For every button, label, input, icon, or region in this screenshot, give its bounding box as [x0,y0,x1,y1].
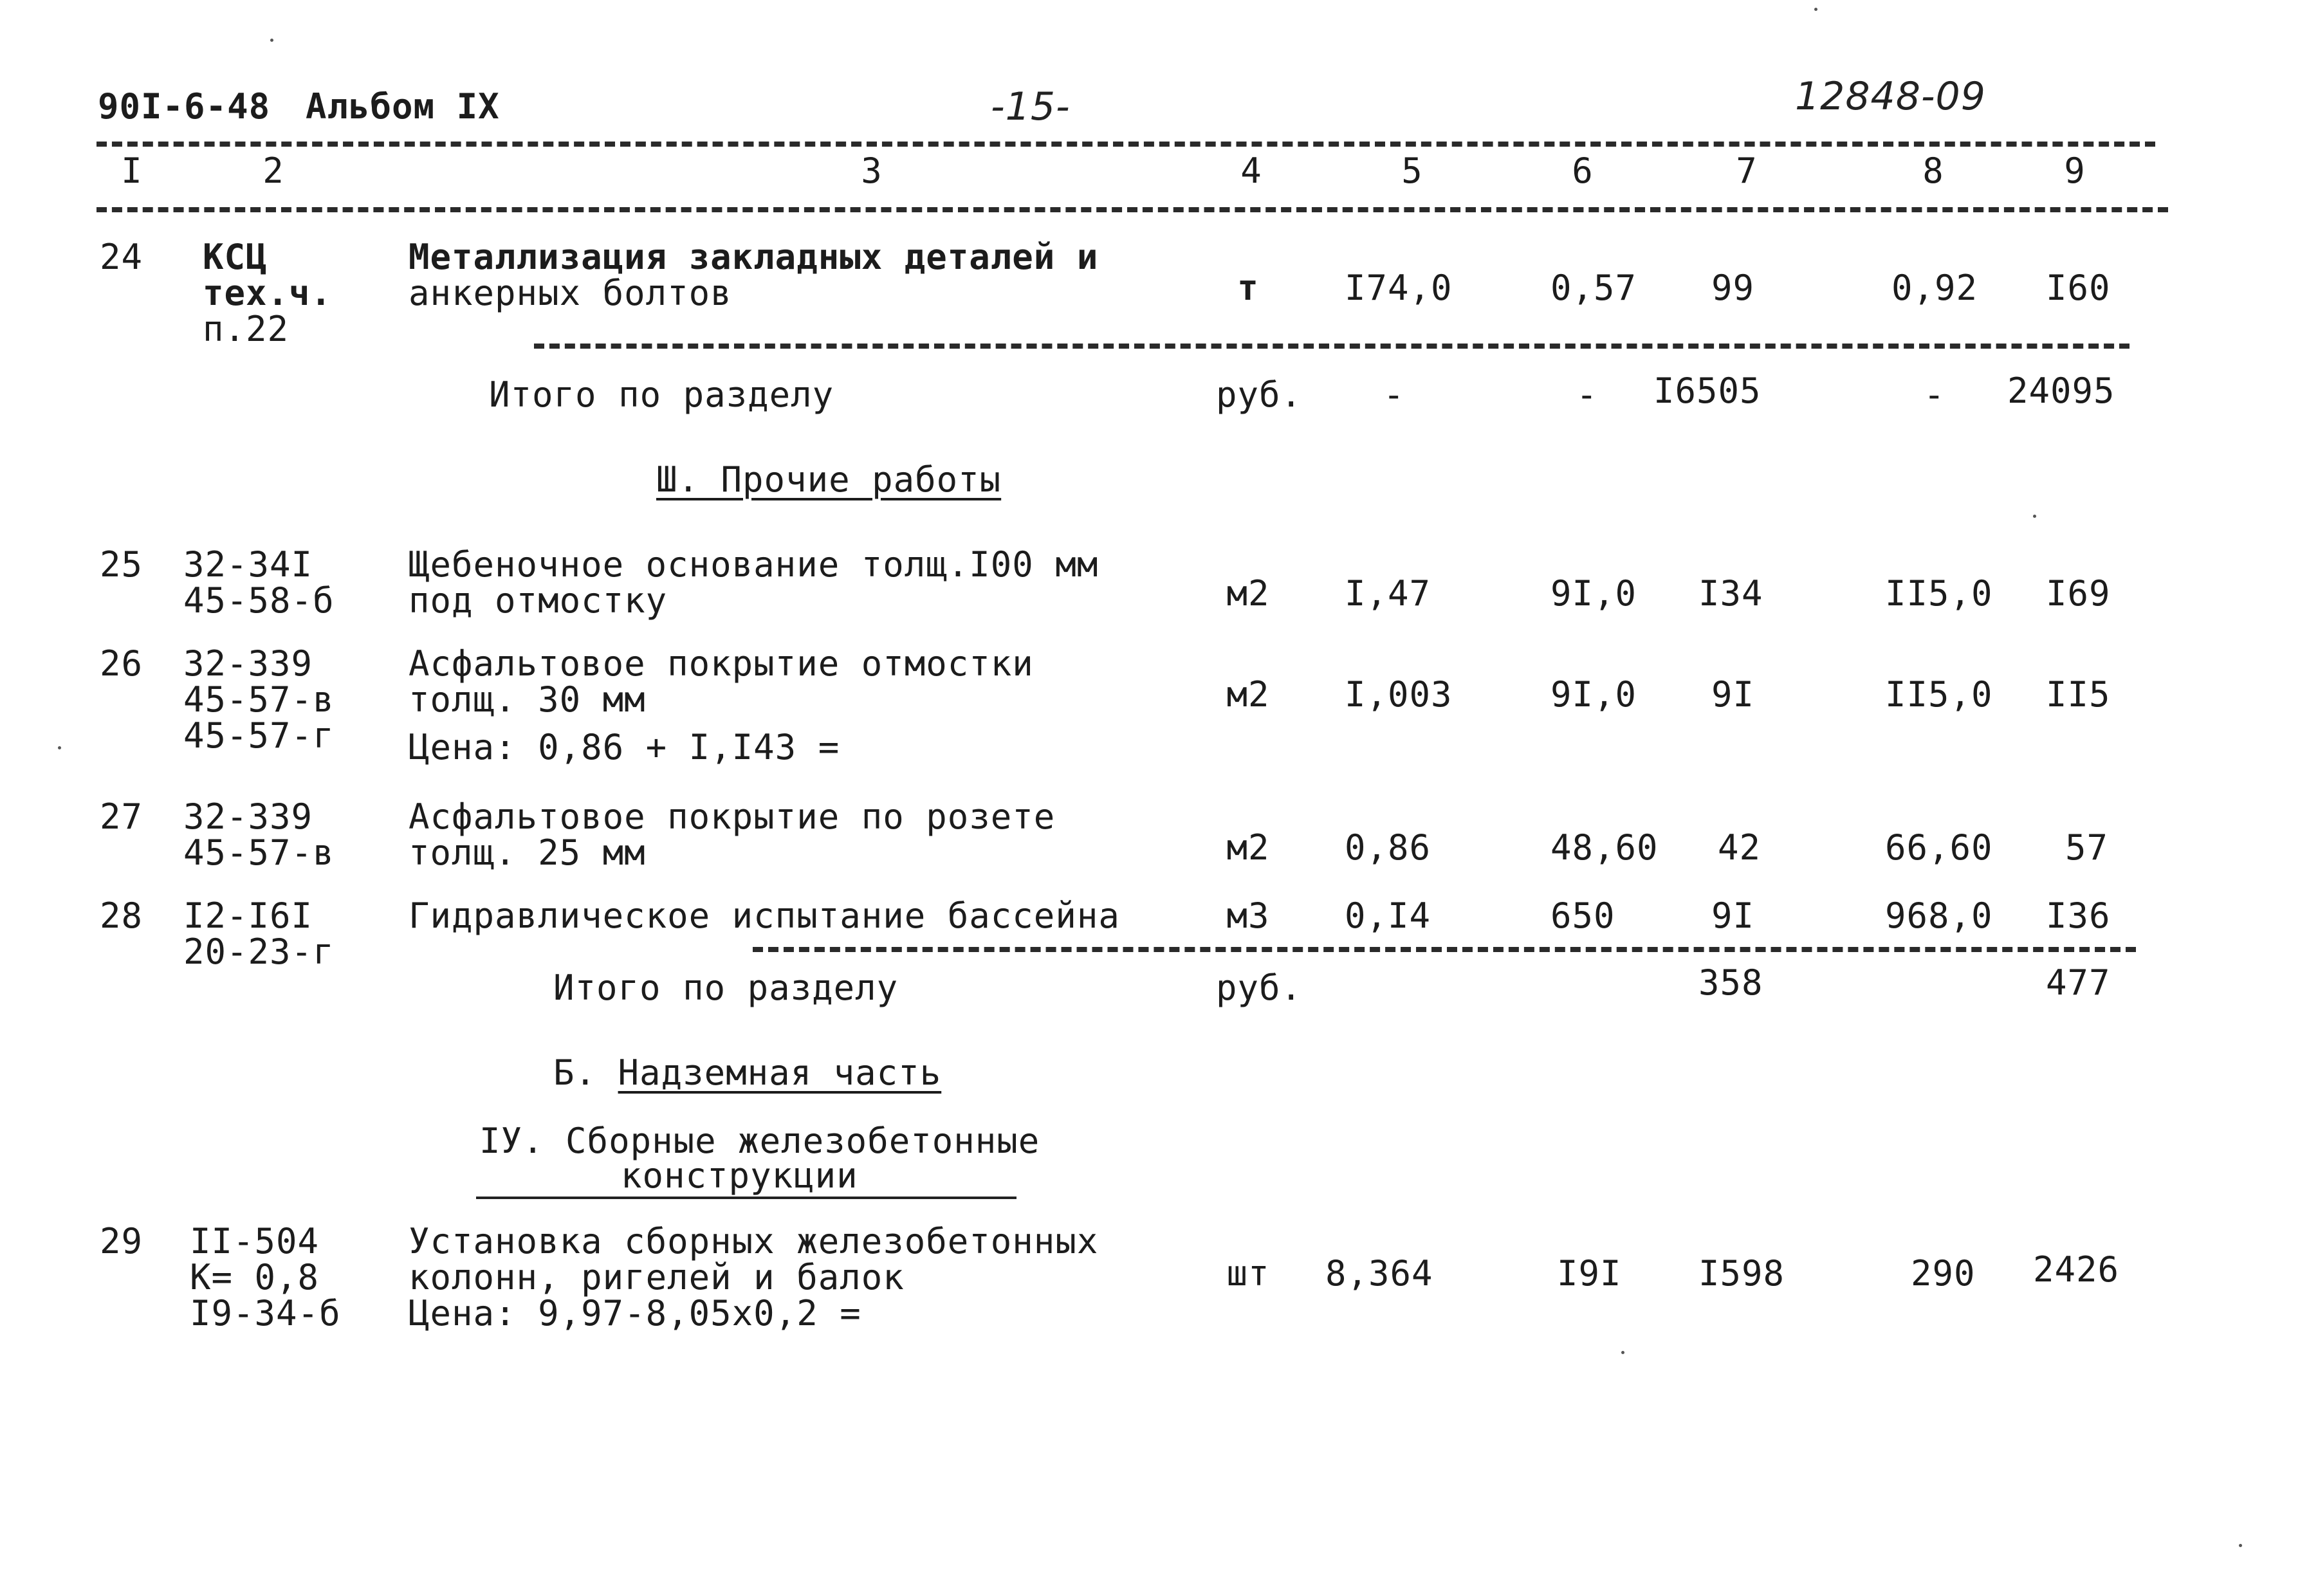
section-title: Надземная часть [618,1052,942,1093]
row-col5: I74,0 [1345,268,1453,308]
row-code-line: 45-57-в [183,832,335,873]
album-label: Альбом IX [306,86,500,127]
row-code-line: 45-57-в [183,679,335,720]
col-header-2: 2 [262,151,284,191]
row-col5: I,47 [1345,573,1431,614]
row-number: 25 [100,544,143,585]
row-code-line: I9-34-б [190,1293,341,1334]
row-unit: м2 [1226,573,1270,614]
row-number: 26 [100,643,143,684]
total-col9: 24095 [2007,371,2115,411]
col-header-1: I [121,151,143,191]
section-heading-above-ground [553,1052,942,1093]
row-col6: 9I,0 [1550,674,1637,715]
col-header-5: 5 [1401,151,1423,191]
row-unit: шт [1226,1253,1270,1294]
row-col9: I36 [2046,895,2111,936]
total-label: Итого по разделу [553,968,899,1008]
row-col7: I34 [1698,573,1763,614]
row-code-line: КСЦ [203,237,268,277]
row-number: 24 [100,237,143,277]
col-header-8: 8 [1922,151,1944,191]
header-top-dashed-line [97,142,2155,147]
row-unit: м2 [1226,827,1270,868]
col-header-4: 4 [1240,151,1262,191]
row-code-line: 32-34I [183,544,313,585]
row-unit: м3 [1226,895,1270,936]
row-col8: II5,0 [1885,674,1993,715]
row-code-line: 32-339 [183,796,313,837]
total-unit: руб. [1216,374,1303,415]
page-number: -15- [991,84,1071,129]
row-description-line: толщ. 30 мм [409,679,646,720]
row-col7: 9I [1711,895,1755,936]
row-col5: 0,86 [1345,827,1431,868]
row-code-line: 45-58-б [183,580,335,621]
row-code-line: 32-339 [183,643,313,684]
row-number: 29 [100,1221,143,1261]
row-col9: I60 [2046,268,2111,308]
row-col6: 650 [1550,895,1615,936]
row-code-line: 20-23-г [183,931,335,972]
row-description-line: Гидравлическое испытание бассейна [409,895,1120,936]
row-number: 28 [100,895,143,936]
row-description-line: Щебеночное основание толщ.I00 мм [409,544,1099,585]
section-prefix: Б. [553,1052,597,1093]
row-price-formula: Цена: 9,97-8,05х0,2 = [409,1293,861,1334]
row-col8: 0,92 [1891,268,1978,308]
scan-speck [270,39,273,42]
doc-code: 90I-6-48 [98,86,271,127]
total-col7: 358 [1698,962,1763,1003]
row-col6: 48,60 [1550,827,1659,868]
row-description-line: Металлизация закладных деталей и [409,237,1099,277]
row-price-formula: Цена: 0,86 + I,I43 = [409,727,840,767]
total-col9: 477 [2046,962,2111,1003]
row-description-line: Асфальтовое покрытие по розете [409,796,1056,837]
section-heading-underline [476,1197,1016,1199]
total-unit: руб. [1216,968,1303,1008]
row-number: 27 [100,796,143,837]
row-code-line: К= 0,8 [190,1257,320,1298]
row-code-line: тех.ч. [203,273,333,313]
row-col7: I598 [1698,1253,1785,1294]
scan-speck [1814,8,1817,11]
row-description-line: Асфальтовое покрытие отмостки [409,643,1034,684]
row-description-line: толщ. 25 мм [409,832,646,873]
row-description-line: анкерных болтов [409,273,732,313]
section-heading-precast-line1: IУ. Сборные железобетонные [479,1121,1040,1161]
row-unit: м2 [1226,674,1270,715]
scan-speck [1621,1351,1624,1354]
total-col5: - [1383,374,1405,415]
total-col6: - [1576,374,1598,415]
col-header-3: 3 [861,151,883,191]
row-description-line: колонн, ригелей и балок [409,1257,905,1298]
scan-speck [2239,1544,2242,1547]
col-header-9: 9 [2064,151,2086,191]
row-code-line: п.22 [203,309,290,349]
col-header-7: 7 [1736,151,1758,191]
subtotal-dashed-line [534,344,2129,349]
total-col8: - [1924,374,1945,415]
row-col5: 8,364 [1325,1253,1433,1294]
row-col6: I9I [1557,1253,1622,1294]
row-col5: I,003 [1345,674,1453,715]
row-code-line: II-504 [190,1221,320,1261]
section-heading-precast-line2: конструкции [621,1155,858,1196]
row-col9: II5 [2046,674,2111,715]
row-col9: 2426 [2033,1249,2120,1290]
header-bottom-dashed-line [97,207,2168,212]
scan-speck [2033,515,2036,518]
row-code-line: I2-I6I [183,895,313,936]
row-description-line: под отмостку [409,580,668,621]
row-col6: 9I,0 [1550,573,1637,614]
row-unit: т [1237,268,1259,308]
row-col9: I69 [2046,573,2111,614]
row-col8: 290 [1911,1253,1976,1294]
row-col5: 0,I4 [1345,895,1431,936]
row-col9: 57 [2065,827,2109,868]
section-heading-other-works: Ш. Прочие работы [656,459,1002,500]
registration-number: 12848-09 [1795,74,1986,119]
row-code-line: 45-57-г [183,715,335,756]
row-col7: 42 [1718,827,1761,868]
row-col8: 66,60 [1885,827,1993,868]
subtotal-dashed-line [753,947,2136,952]
row-col8: 968,0 [1885,895,1993,936]
scan-speck [58,746,61,749]
total-label: Итого по разделу [489,374,834,415]
row-col8: II5,0 [1885,573,1993,614]
row-col7: 99 [1711,268,1755,308]
row-col6: 0,57 [1550,268,1637,308]
row-col7: 9I [1711,674,1755,715]
col-header-6: 6 [1572,151,1594,191]
total-col7: I6505 [1653,371,1761,411]
row-description-line: Установка сборных железобетонных [409,1221,1099,1261]
